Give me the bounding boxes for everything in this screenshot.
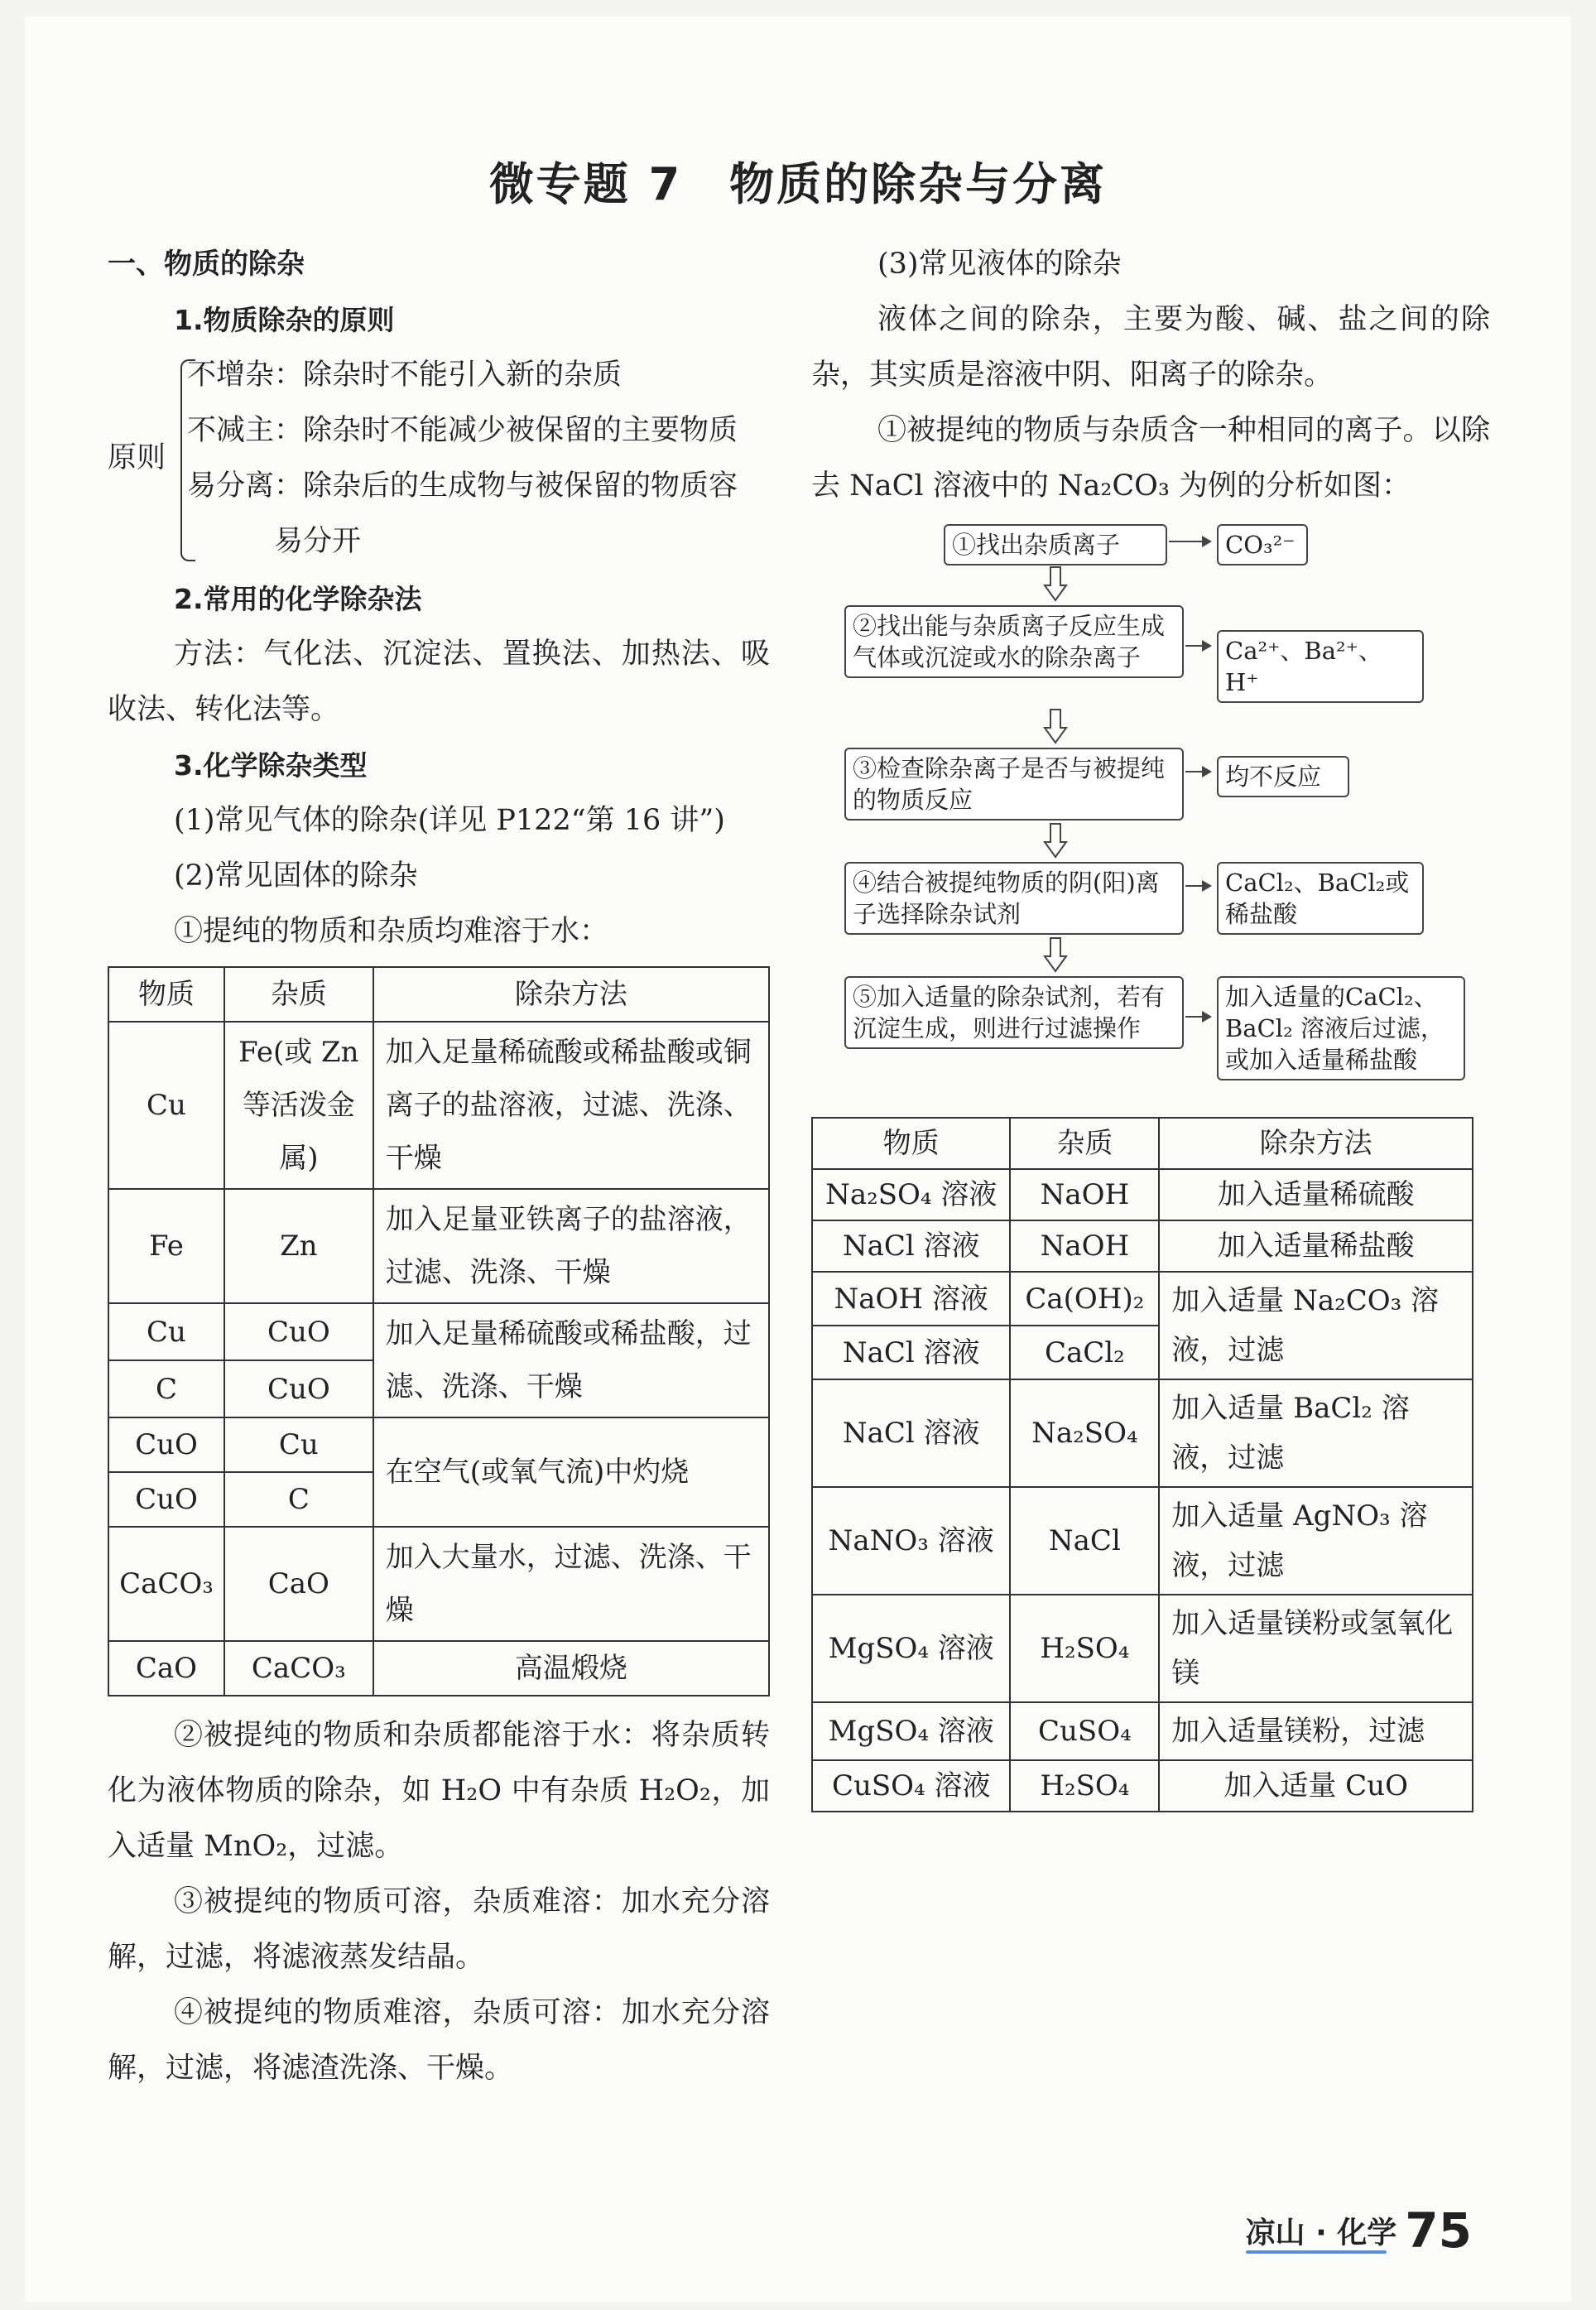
cell: Ca(OH)₂ [1010, 1272, 1159, 1326]
table-row [108, 1527, 769, 1641]
section-heading-1: 一、物质的除杂 [108, 248, 305, 281]
flow-result-1: CO₃²⁻ [1217, 524, 1308, 565]
flow-arrow [1185, 1016, 1210, 1018]
para-case-4: ④被提纯的物质难溶，杂质可溶：加水充分溶解，过滤，将滤渣洗涤、干燥。 [108, 1996, 770, 2085]
table-header-row [812, 1118, 1473, 1169]
flow-step-2: ②找出能与杂质离子反应生成气体或沉淀或水的除杂离子 [844, 605, 1184, 678]
flow-result-3: 均不反应 [1217, 756, 1349, 797]
table-row [812, 1702, 1473, 1760]
page-number: 75 [1405, 2202, 1472, 2259]
flow-arrow [1185, 645, 1210, 647]
header-cell: 物质 [108, 967, 224, 1022]
gas-item: (1)常见气体的除杂(详见 P122“第 16 讲”) [174, 804, 725, 837]
cell: Cu [108, 1022, 224, 1189]
flow-step-4: ④结合被提纯物质的阴(阳)离子选择除杂试剂 [844, 862, 1184, 935]
cell: 加入适量 BaCl₂ 溶液，过滤 [1159, 1379, 1473, 1487]
table-row [812, 1760, 1473, 1812]
cell: Fe [108, 1189, 224, 1303]
left-column [108, 237, 770, 2096]
solid-table [108, 966, 770, 1696]
cell: MgSO₄ 溶液 [812, 1702, 1010, 1760]
liquid-text: 液体之间的除杂，主要为酸、碱、盐之间的除杂，其实质是溶液中阴、阳离子的除杂。 [811, 303, 1490, 392]
flow-result-5: 加入适量的CaCl₂、BaCl₂ 溶液后过滤，或加入适量稀盐酸 [1217, 976, 1465, 1080]
cell: 加入适量镁粉或氢氧化镁 [1159, 1595, 1473, 1702]
down-arrow-icon [1043, 565, 1068, 602]
cell: CaO [224, 1527, 373, 1641]
table-row [812, 1169, 1473, 1220]
down-arrow-icon [1043, 822, 1068, 859]
cell: 加入适量 CuO [1159, 1760, 1473, 1812]
subheading-types: 3.化学除杂类型 [174, 749, 368, 782]
cell: Zn [224, 1189, 373, 1303]
liquid-table [811, 1117, 1473, 1812]
cell: 加入适量稀盐酸 [1159, 1220, 1473, 1272]
header-cell: 除杂方法 [373, 967, 769, 1022]
table-row [108, 1417, 769, 1472]
header-cell: 杂质 [224, 967, 373, 1022]
flow-arrow [1169, 541, 1210, 542]
cell: CuO [224, 1303, 373, 1360]
table-header-row [108, 967, 769, 1022]
table-row [812, 1220, 1473, 1272]
book-label: 凉山 · 化学 [1245, 2216, 1397, 2250]
subheading-principle: 1.物质除杂的原则 [174, 304, 395, 336]
flow-step-1: ①找出杂质离子 [944, 524, 1167, 565]
cell: CuSO₄ 溶液 [812, 1760, 1010, 1812]
cell: NaCl [1010, 1487, 1159, 1595]
cell: Fe(或 Zn 等活泼金属) [224, 1022, 373, 1189]
cell: NaCl 溶液 [812, 1326, 1010, 1379]
liquid-heading: (3)常见液体的除杂 [877, 248, 1122, 281]
cell: Na₂SO₄ [1010, 1379, 1159, 1487]
down-arrow-icon [1043, 936, 1068, 973]
cell: Cu [108, 1303, 224, 1360]
cell: NaOH 溶液 [812, 1272, 1010, 1326]
cell: NaCl 溶液 [812, 1220, 1010, 1272]
header-cell: 杂质 [1010, 1118, 1159, 1169]
table-row [812, 1272, 1473, 1326]
cell: CuO [224, 1360, 373, 1417]
cell: 加入适量镁粉，过滤 [1159, 1702, 1473, 1760]
header-cell: 除杂方法 [1159, 1118, 1473, 1169]
flow-step-5: ⑤加入适量的除杂试剂，若有沉淀生成，则进行过滤操作 [844, 976, 1184, 1049]
para-case-3: ③被提纯的物质可溶，杂质难溶：加水充分溶解，过滤，将滤液蒸发结晶。 [108, 1885, 770, 1974]
cell: CaCO₃ [108, 1527, 224, 1641]
cell: NaOH [1010, 1220, 1159, 1272]
table-row [108, 1022, 769, 1189]
cell: H₂SO₄ [1010, 1595, 1159, 1702]
principle-label: 原则 [108, 441, 166, 474]
down-arrow-icon [1043, 708, 1068, 744]
footer-underline [1246, 2250, 1387, 2254]
cell: CaO [108, 1641, 224, 1696]
cell: 加入足量稀硫酸或稀盐酸或铜离子的盐溶液，过滤、洗涤、干燥 [373, 1022, 769, 1189]
cell: CaCO₃ [224, 1641, 373, 1696]
table-row [812, 1379, 1473, 1487]
cell: H₂SO₄ [1010, 1760, 1159, 1812]
cell: 加入适量 Na₂CO₃ 溶液，过滤 [1159, 1272, 1473, 1379]
cell: 加入足量亚铁离子的盐溶液，过滤、洗涤、干燥 [373, 1189, 769, 1303]
cell: CuO [108, 1417, 224, 1472]
subheading-methods: 2.常用的化学除杂法 [174, 583, 422, 615]
cell: CaCl₂ [1010, 1326, 1159, 1379]
cell: C [224, 1472, 373, 1527]
cell: NaOH [1010, 1169, 1159, 1220]
cell: 高温煅烧 [373, 1641, 769, 1696]
cell: NaCl 溶液 [812, 1379, 1010, 1487]
cell: 加入适量稀硫酸 [1159, 1169, 1473, 1220]
table-row [812, 1595, 1473, 1702]
flow-result-4: CaCl₂、BaCl₂或稀盐酸 [1217, 862, 1424, 935]
solid-case-1: ①提纯的物质和杂质均难溶于水： [174, 915, 609, 948]
flow-step-3: ③检查除杂离子是否与被提纯的物质反应 [844, 748, 1184, 821]
principle-item: 易分开 [187, 525, 362, 558]
cell: CuO [108, 1472, 224, 1527]
principle-item: 不增杂：除杂时不能引入新的杂质 [187, 359, 623, 392]
header-cell: 物质 [812, 1118, 1010, 1169]
liquid-case-1: ①被提纯的物质与杂质含一种相同的离子。以除去 NaCl 溶液中的 Na₂CO₃ 为例的分析如图： [811, 414, 1490, 503]
principle-list [108, 348, 770, 571]
right-column [811, 237, 1490, 1812]
analysis-flowchart [811, 514, 1490, 1110]
cell: MgSO₄ 溶液 [812, 1595, 1010, 1702]
table-row [108, 1641, 769, 1696]
solid-item: (2)常见固体的除杂 [174, 859, 418, 893]
page-footer [1246, 2202, 1472, 2259]
flow-result-2: Ca²⁺、Ba²⁺、H⁺ [1217, 630, 1424, 703]
page-title: 微专题 7 物质的除杂与分离 [488, 158, 1108, 210]
cell: 在空气(或氧气流)中灼烧 [373, 1417, 769, 1527]
cell: 加入足量稀硫酸或稀盐酸，过滤、洗涤、干燥 [373, 1303, 769, 1417]
principle-item: 不减主：除杂时不能减少被保留的主要物质 [187, 414, 738, 447]
cell: CuSO₄ [1010, 1702, 1159, 1760]
table-row [108, 1303, 769, 1360]
cell: C [108, 1360, 224, 1417]
cell: NaNO₃ 溶液 [812, 1487, 1010, 1595]
table-row [812, 1487, 1473, 1595]
cell: Cu [224, 1417, 373, 1472]
cell: Na₂SO₄ 溶液 [812, 1169, 1010, 1220]
cell: 加入大量水，过滤、洗涤、干燥 [373, 1527, 769, 1641]
principle-item: 易分离：除杂后的生成物与被保留的物质容 [187, 469, 738, 503]
flow-arrow [1185, 885, 1210, 887]
flow-arrow [1185, 771, 1210, 772]
cell: 加入适量 AgNO₃ 溶液，过滤 [1159, 1487, 1473, 1595]
para-case-2: ②被提纯的物质和杂质都能溶于水：将杂质转化为液体物质的除杂，如 H₂O 中有杂质 H₂O₂，加入适量 MnO₂，过滤。 [108, 1719, 770, 1863]
table-row [108, 1189, 769, 1303]
methods-text: 方法：气化法、沉淀法、置换法、加热法、吸收法、转化法等。 [108, 638, 770, 726]
